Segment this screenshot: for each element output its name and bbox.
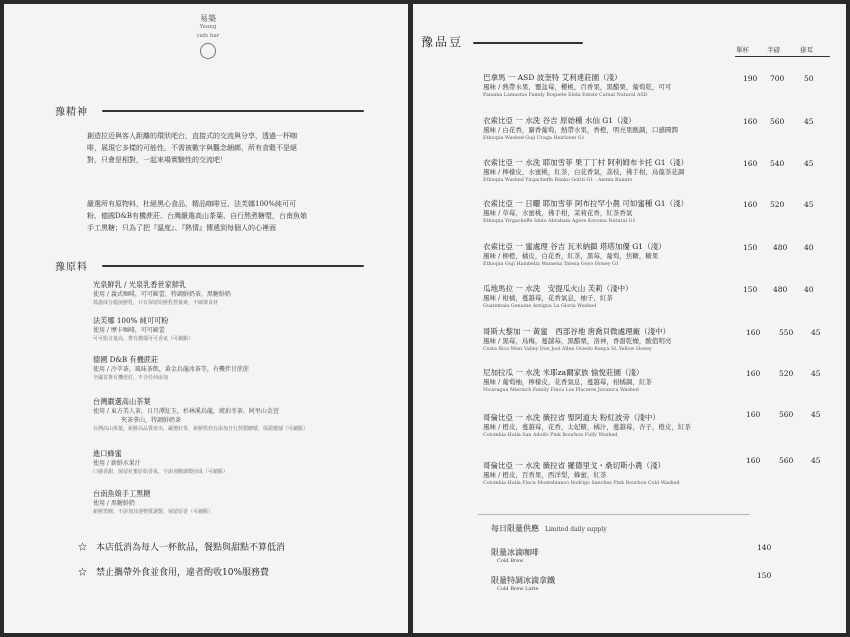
price-cup: 160	[746, 369, 761, 378]
intro-paragraph-2: 嚴選所有原物料，杜絕黑心食品，精品咖啡豆、法芙娜100%純可可粉、德國D&B有機蔗莊、台灣嚴選高山茶葉、自行熬煮糖漿，台南魚娘手工黑糖；只為了把『溫度』、『熱情』傳遞到每個人的心裡面	[87, 200, 307, 232]
bean-row: 哥斯大黎加 一 黃蜜 西部谷地 唐喬貝微處理廠（淺中） 風味 / 黑莓，烏梅，蔓越莓，黑醋栗，洛神，香甜乾燥，酸值明亮 Costa Rica West Valley Don Joel Allen Oviedo Kenya SL Yellow Honey	[483, 327, 672, 352]
price-half-pound: 480	[773, 243, 788, 252]
price-cup: 160	[746, 456, 761, 465]
bean-row: 巴拿馬 一 ASD 波奎特 艾利達莊園（淺） 風味 / 熱帶水果，覆盆莓，櫻桃，百香果，黑醋栗，葡萄乾，可可 Panama Lamastus Family Boquete Elida Estate Catuai Natural ASD	[483, 73, 672, 98]
list-item: 台灣嚴選高山茶葉 使用 / 東方美人茶，日月潭紅玉，杉林溪烏龍，琥珀冬茶，阿里山金萱 夾茶拿山，特調鮮奶茶 台灣高山茶葉，新鮮高品質產出，嚴選好茶，新鮮烘焙有添加自行熬製糖漿，保證濃郁（可續點）	[93, 397, 309, 432]
price-cup: 160	[743, 117, 758, 126]
brush-divider	[102, 265, 364, 267]
price-half-pound: 560	[779, 456, 794, 465]
note-minimum-charge: ☆ 本店低消為每人一杯飲品，餐點與甜點不算低消	[78, 543, 286, 553]
price-cup: 150	[743, 243, 758, 252]
price-half-pound: 700	[770, 74, 785, 83]
bean-row: 哥倫比亞 一 水洗 薇拉省 羅德里戈・桑切斯小農（淺） 風味 / 橙皮，百香果，西洋梨，蜂蜜，紅茶 Colombia Huila Finca Montebianco Rodrigo Sanchez Pink Bourbon Cold Washed	[483, 461, 680, 486]
bean-row: 哥倫比亞 一 水洗 薇拉省 聖阿道夫 粉紅波旁（淺中） 風味 / 橙皮，蔓越莓，花香，太妃糖，橘汁，蔓越莓，杏子，橙皮，紅茶 Colombia Huila San Adolfo Pink Bourbon Fully Washed	[483, 413, 691, 438]
column-header-drip-bag: 掛耳	[800, 46, 813, 54]
price-drip-bag: 45	[804, 200, 814, 209]
price-half-pound: 550	[779, 328, 794, 337]
price-drip-bag: 40	[804, 243, 814, 252]
price-drip-bag: 45	[811, 328, 821, 337]
price-drip-bag: 40	[804, 285, 814, 294]
price-half-pound: 540	[770, 159, 785, 168]
list-item: 光泉鮮乳 / 光泉乳香世家鮮乳 使用 / 義式咖啡，可可歐蕾，特調鮮奶茶，黑糖鮮奶 低溫成分殺菌鮮乳，只有保留原鮮乳營養素，不破壞食材	[93, 280, 231, 306]
price-half-pound: 560	[770, 117, 785, 126]
bean-row: 衣索比亞 一 水洗 谷吉 原始種 水仙 G1（淺） 風味 / 白花香，麝香葡萄，熱帶水果，香橙，明亮果酸調，口感圓潤 Ethiopia Washed Guji Uraga Heirloom G1	[483, 116, 678, 141]
brush-divider	[473, 42, 583, 44]
price-drip-bag: 45	[804, 159, 814, 168]
list-item: 法芙娜 100% 純可可粉 使用 / 摩卡咖啡，可可歐蕾 可可脂含量高，帶有濃郁可可香氣（可續點）	[93, 316, 194, 342]
header-underline	[735, 56, 830, 57]
price-cup: 160	[746, 328, 761, 337]
price-daily: 150	[757, 571, 772, 580]
daily-item: 限量特調冰滴拿鐵 Cold Brew Latte	[491, 576, 555, 592]
price-half-pound: 480	[773, 285, 788, 294]
price-daily: 140	[757, 543, 772, 552]
price-drip-bag: 45	[811, 456, 821, 465]
section-title-materials: 豫原料	[55, 262, 88, 273]
section-title-spirit: 豫精神	[55, 107, 88, 118]
bean-row: 衣索比亞 一 蜜處理 谷吉 瓦米納鎮 塔塔加優 G1（淺） 風味 / 柳橙，橘皮，白花香，紅茶，黑莓，葡萄，焦糖，糖果 Ethiopia Guji Hambella Wamena Tatesa Goyo Honey G1	[483, 242, 666, 267]
column-header-half-pound: 半磅	[767, 46, 780, 54]
price-cup: 160	[746, 410, 761, 419]
price-drip-bag: 50	[804, 74, 814, 83]
column-header-cup: 單杯	[736, 46, 749, 54]
list-item: 德國 D&B 有機蔗莊 使用 / 冷萃茶，風味茶飲，黃金烏龍冰茶等，有機拌甘蔗蔗 全國首推有機蔗莊，不含任何添加	[93, 355, 249, 381]
left-menu-page	[4, 4, 408, 633]
list-item: 台南魚娘手工黑糖 使用 / 黑糖鮮奶 新鮮黑糖，不添加其他物質調製，保留原香（可續點）	[93, 489, 214, 515]
price-half-pound: 520	[770, 200, 785, 209]
price-drip-bag: 45	[811, 410, 821, 419]
price-drip-bag: 45	[811, 369, 821, 378]
bean-row: 衣索比亞 一 日曬 耶加雪菲 阿布拉罕小農 可如蜜種 G1（淺） 風味 / 草莓，水蜜桃，佛手柑，茉莉花香，紅茶香氣 Ethiopia Yirgacheffe Idido Abraham Agere Koroma Natural G1	[483, 199, 689, 224]
note-outside-food: ☆ 禁止攜帶外食並食用，違者酌收10%服務費	[78, 568, 270, 578]
price-cup: 160	[743, 200, 758, 209]
list-item: 進口蜂蜜 使用 / 新鮮水果汁 口感香甜，保留花蜜原始香氣，不添加糖調製而成（可續點）	[93, 449, 229, 475]
section-divider	[478, 514, 750, 515]
logo-emblem-icon	[200, 43, 216, 59]
bean-row: 瓜地馬拉 一 水洗 安提瓜火山 芙莉（淺中） 風味 / 柑橘，蔓越莓，花香氣息，柚子，紅茶 Guatemala Genuine Antigua La Gloria Washed	[483, 284, 633, 309]
brush-divider	[102, 110, 364, 112]
right-menu-page	[413, 4, 846, 633]
price-half-pound: 520	[779, 369, 794, 378]
price-half-pound: 560	[779, 410, 794, 419]
section-title-beans: 豫品豆	[421, 35, 464, 49]
daily-limited-title: 每日限量供應 Limited daily supply	[491, 524, 607, 533]
price-cup: 150	[743, 285, 758, 294]
price-drip-bag: 45	[804, 117, 814, 126]
bean-row: 尼加拉瓜 一 水洗 米耶za爾家族 愉悅莊園（淺） 風味 / 葡萄柚，檸檬皮，花香氣息，蔓越莓，柑橘調，紅茶 Nicaragua Mierisch Family Finca Los Placeres Javanica Washed	[483, 368, 652, 393]
intro-paragraph-1: 創造拉近與客人距離的環狀吧台，直接式的交流與分享，透過一杯咖啡，展現它多樣的可能性，不需被數字與觀念綑綁，所有食穀不是絕對，只會是相對，一起來場實驗性的交流吧！	[87, 132, 297, 164]
price-cup: 190	[743, 74, 758, 83]
price-cup: 160	[743, 159, 758, 168]
store-notes	[78, 536, 285, 586]
cafe-logo: 易築 Yeang cafe bar	[188, 14, 228, 59]
bean-row: 衣索比亞 一 水洗 耶加雪菲 果丁丁村 阿利姆布卡托 G1（淺） 風味 / 檸檬皮，水蜜桃，紅茶，白花香氣，荔枝，佛手柑，烏龍茶花調 Ethiopia Washed Yirgacheffe Banko Gotiti G1 - Alemu Bukato	[483, 158, 689, 183]
daily-item: 限量冰滴咖啡 Cold Brew	[491, 548, 539, 564]
